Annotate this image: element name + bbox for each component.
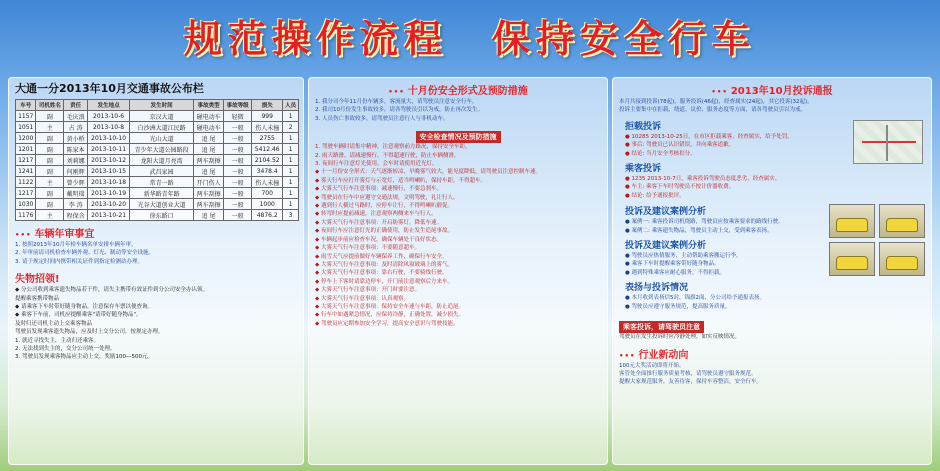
table-cell: 1: [283, 188, 299, 199]
sub3-heading: 投诉及建议案例分析: [625, 207, 707, 218]
table-cell: 3478.4: [252, 166, 283, 177]
table-cell: 1: [283, 199, 299, 210]
table-row: [16, 210, 299, 221]
table-cell: 副: [36, 188, 64, 199]
table-cell: 1122: [16, 177, 36, 188]
column-header: 损失: [252, 100, 283, 111]
table-cell: 2013-10-12: [87, 155, 129, 166]
sub5-lines: [625, 295, 819, 311]
table-row: [16, 111, 299, 122]
text-line: ◆ 大雾天气行车注意事项：开门时要注意。: [315, 287, 420, 294]
table-row: [16, 155, 299, 166]
text-line: ● 1235 2013-10-7日，乘客投诉驾驶员态度恶劣，经查属实。: [625, 176, 781, 183]
table-cell: 2013-10-10: [87, 133, 129, 144]
text-line: ◆ 停车上下客时请靠边停车，开门前注意观察后方来车。: [315, 278, 453, 285]
table-cell: 开门伤人: [194, 177, 224, 188]
table-cell: 占 涛: [64, 122, 88, 133]
table-cell: 光山大道: [130, 133, 194, 144]
text-line: 2. 无法找到失主的，交分公司统一处理。: [15, 346, 116, 353]
table-cell: 副: [36, 155, 64, 166]
text-line: 2. 雨天路滑，请减速慢行，不得超速行驶，防止车辆侧滑。: [315, 152, 460, 159]
table-cell: 副: [36, 144, 64, 155]
table-cell: 2013-10-21: [87, 210, 129, 221]
table-cell: 两车刮擦: [194, 188, 224, 199]
map-image: [853, 120, 923, 164]
safety-intro: [315, 99, 601, 123]
table-cell: 1217: [16, 188, 36, 199]
table-cell: 4876.2: [252, 210, 283, 221]
text-line: 投诉主要集中在拒载、绕道、议价、服务态度等方面，请各驾驶员引以为戒。: [619, 107, 807, 114]
table-cell: 戴明瑞: [64, 188, 88, 199]
text-line: 驾驶员发现乘客遗失物品，应及时上交分公司，按规定办理。: [15, 329, 164, 336]
safety-subheading: 安全检查情况及预防措施: [416, 131, 501, 143]
table-cell: 2755: [252, 133, 283, 144]
text-line: ◆ 行车中如遇紧急情况，应保持冷静，正确处置，减少损失。: [315, 312, 464, 319]
table-cell: 1217: [16, 155, 36, 166]
table-cell: 1: [283, 111, 299, 122]
text-line: 客管处全面推行服务质量考核，请驾驶员遵守服务规范。: [619, 370, 757, 377]
text-line: ◆ 雨雪天气应提前做好车辆保养工作，确保行车安全。: [315, 253, 448, 260]
dots-icon: •••: [711, 88, 728, 96]
text-line: ◆ 驾驶员在行车中应遵守交通法规，文明驾驶，礼让行人。: [315, 194, 459, 201]
table-cell: 一般: [224, 133, 252, 144]
table-cell: 龙阳大道月亮湾: [130, 155, 194, 166]
lost-lines: [15, 287, 297, 362]
column-header: 人员: [283, 100, 299, 111]
table-cell: 一般: [224, 210, 252, 221]
text-line: ● 结论: 当月安全考核扣分。: [625, 150, 696, 157]
table-cell: 碰电动车: [194, 111, 224, 122]
text-line: ◆ 大雾天气行车注意事项：不要随意超车。: [315, 245, 420, 252]
text-line: ● 本月收到表扬信5封，锦旗2面，分公司给予通报表扬。: [625, 295, 766, 302]
table-cell: 碰电动车: [194, 122, 224, 133]
table-cell: 1: [283, 133, 299, 144]
text-line: ● 案例二: 乘客遗失物品，驾驶员主动上交，受到乘客表扬。: [625, 227, 773, 234]
banner-left-slogan: 规范操作流程: [183, 16, 448, 61]
table-cell: 2013-10-18: [87, 177, 129, 188]
table-cell: 追 尾: [194, 133, 224, 144]
complaint-heading: [619, 82, 925, 97]
column-header: 车号: [16, 100, 36, 111]
table-cell: 1030: [16, 199, 36, 210]
table-cell: 轻微: [224, 111, 252, 122]
table-cell: 李 涛: [64, 199, 88, 210]
sub4-heading: 投诉及建议案例分析: [625, 241, 707, 252]
table-cell: 青少年大道公园路段: [130, 144, 194, 155]
table-row: [16, 122, 299, 133]
table-cell: 黄小桥: [64, 133, 88, 144]
text-line: ◆ 夜间行车应注意灯光的正确使用，防止发生追尾事故。: [315, 228, 453, 235]
sub6-heading: 乘客投诉，请驾驶员注意: [619, 321, 704, 333]
text-line: ◆ 大雾天气行车注意事项：靠右行驶，不要骑线行驶。: [315, 270, 448, 277]
text-line: ◆ 大雾天气行车注意事项：及时清除风窗玻璃上的雾气。: [315, 261, 453, 268]
table-cell: 一般: [224, 144, 252, 155]
table-cell: 1: [283, 144, 299, 155]
table-row: [16, 177, 299, 188]
table-cell: 1157: [16, 111, 36, 122]
safety-heading-text: 十月份安全形式及预防措施: [407, 86, 528, 97]
check-lines: [15, 242, 297, 266]
column-header: 发生时间: [130, 100, 194, 111]
text-line: 3. 夜间行车注意灯光使用，会车时请使用近光灯。: [315, 161, 438, 168]
table-cell: 追 尾: [194, 166, 224, 177]
table-cell: 3: [283, 210, 299, 221]
banner-right-slogan: 保持安全行车: [492, 16, 757, 61]
text-line: ◆ 请乘客下车时带好随身物品，注意保存车票以便查询。: [15, 304, 153, 311]
sub6-lines: [619, 334, 925, 341]
table-cell: 副: [36, 166, 64, 177]
text-line: ◆ 驾驶员应定期参加安全学习，提高安全意识与驾驶技能。: [315, 320, 459, 327]
text-line: ◆ 大雾天气行车注意事项：保持安全车速与车距，防止追尾。: [315, 303, 464, 310]
text-line: 驾驶员在发生投诉时应冷静处理，如实反映情况。: [619, 334, 741, 341]
table-cell: 1051: [16, 122, 36, 133]
table-cell: 主: [36, 177, 64, 188]
table-cell: 2013-10-19: [87, 188, 129, 199]
text-line: ● 车主: 乘客下车时驾驶员不按计价器收费。: [625, 184, 735, 191]
table-cell: 武昌家园: [130, 166, 194, 177]
column-header: 司机姓名: [36, 100, 64, 111]
taxi-photo: [829, 242, 875, 276]
sub7-lines: [619, 363, 925, 387]
text-line: ● 事后: 驾驶员已认识错误，并向乘客道歉。: [625, 142, 735, 149]
text-line: 提醒大家规范服务，友善待客，保持车容整洁，安全行车。: [619, 379, 763, 386]
text-line: ◆ 分公司收到乘客遗失物品若干件，请失主携带有效证件到分公司安全办认领。: [15, 287, 208, 294]
column-header: 事故等级: [224, 100, 252, 111]
accident-panel: [8, 77, 304, 465]
table-cell: 副: [36, 199, 64, 210]
table-cell: 1: [283, 155, 299, 166]
table-cell: 2: [283, 122, 299, 133]
text-line: 1. 我分司今年11月份车辆多，客流量大，请驾驶员注意安全行车。: [315, 99, 478, 105]
lost-heading: [15, 270, 297, 285]
complaint-heading-text: 2013年10月投诉通报: [730, 86, 833, 97]
taxi-photo: [879, 242, 925, 276]
dots-icon: •••: [15, 231, 32, 239]
sub2-heading: 乘客投诉: [625, 164, 662, 175]
table-cell: 主: [36, 210, 64, 221]
complaint-intro: [619, 99, 925, 115]
table-cell: 白沙洲大道江民路: [130, 122, 194, 133]
table-cell: 曾少辉: [64, 177, 88, 188]
table-cell: 2013-10-8: [87, 122, 129, 133]
text-line: ● 驾驶员应遵守服务规范，提高服务质量。: [625, 303, 731, 310]
table-cell: 主: [36, 122, 64, 133]
table-cell: 1201: [16, 144, 36, 155]
text-line: 1. 按照2013年10月年检车辆名单安排车辆年审。: [15, 242, 137, 248]
accident-table-header: [16, 100, 299, 111]
table-cell: 2013-10-20: [87, 199, 129, 210]
sub2-lines: [625, 176, 843, 200]
table-cell: 2013-10-11: [87, 144, 129, 155]
text-line: ◆ 乘客下车前，司机应提醒乘客"请带好随身物品"。: [15, 312, 142, 319]
table-cell: 1000: [252, 199, 283, 210]
table-cell: 伤人未撞: [252, 177, 283, 188]
sub1-heading: 拒载投诉: [625, 121, 662, 132]
complaint-panel: [612, 77, 932, 465]
column-header: 事故类型: [194, 100, 224, 111]
text-line: ● 驾驶员应热情服务，主动帮助乘客搬运行李。: [625, 253, 742, 260]
table-cell: 1: [283, 166, 299, 177]
table-cell: 一般: [224, 166, 252, 177]
text-line: ● 乘客下车时提醒乘客带好随身物品。: [625, 261, 720, 268]
check-heading: [15, 225, 297, 240]
table-cell: 一般: [224, 199, 252, 210]
text-line: 2. 我司10月份发生事故较多，请各驾驶员引以为戒，防止再次发生。: [315, 107, 483, 114]
text-line: ◆ 转弯时应提前减速，注意观察两侧来车与行人。: [315, 211, 437, 218]
table-cell: 5412.46: [252, 144, 283, 155]
lost-heading-text: 失物招领!: [15, 274, 60, 286]
accident-table: [15, 99, 299, 221]
text-line: 2. 年审前请司机检查车辆外观、灯光、制动等安全设施。: [15, 250, 154, 257]
text-line: 本月共接到投诉(78起)，服务投诉(46起)，经查属实(24起)，其它投诉(32起)。: [619, 99, 813, 105]
table-cell: 2013-10-6: [87, 111, 129, 122]
table-cell: 毛庆浪: [64, 111, 88, 122]
table-cell: 程保含: [64, 210, 88, 221]
table-cell: 两车刮擦: [194, 155, 224, 166]
table-cell: 700: [252, 188, 283, 199]
table-row: [16, 188, 299, 199]
dots-icon: •••: [619, 351, 636, 360]
table-cell: 追 尾: [194, 144, 224, 155]
table-cell: 副: [36, 111, 64, 122]
safety-panel: [308, 77, 608, 465]
sub7-heading-text: 行业新动向: [638, 349, 689, 361]
table-cell: 999: [252, 111, 283, 122]
table-cell: 新华路青年路: [130, 188, 194, 199]
table-cell: 伤人未撞: [252, 122, 283, 133]
text-line: 3. 请于规定时间内携带相关证件到指定检测站办理。: [15, 258, 143, 265]
taxi-photo: [829, 204, 875, 238]
table-cell: 两车刮擦: [194, 199, 224, 210]
table-cell: 1176: [16, 210, 36, 221]
text-line: ◆ 大雾天气行车注意事项：认真观察。: [315, 295, 409, 302]
table-cell: 刘莉娜: [64, 155, 88, 166]
table-row: [16, 144, 299, 155]
table-cell: 1200: [16, 133, 36, 144]
table-cell: 徐东路口: [130, 210, 194, 221]
table-cell: 陈家本: [64, 144, 88, 155]
sub3-lines: [625, 219, 819, 235]
table-cell: 一般: [224, 188, 252, 199]
column-header: 发生地点: [87, 100, 129, 111]
table-cell: 光谷大道创业大道: [130, 199, 194, 210]
text-line: ◆ 车辆起步前应检查车况，确保车辆处于良好状态。: [315, 236, 442, 243]
text-line: ◆ 雾天行车应打开雾灯与示宽灯，适当鸣喇叭，保持车距，不得超车。: [315, 177, 486, 184]
text-line: 及时归还司机主动上交乘客物品: [15, 320, 93, 327]
text-line: 提醒乘客携带物品: [15, 295, 60, 302]
text-line: ◆ 遇到行人横过马路时，应停车让行，不得鸣喇叭催促。: [315, 203, 453, 210]
text-line: ● 结论: 给予通报批评。: [625, 192, 685, 199]
text-line: ● 10285 2013-10-25日，在市区拒载乘客，经查属实，给予处罚。: [625, 133, 793, 140]
table-row: [16, 133, 299, 144]
text-line: ◆ 大雾天气行车注意事项：减速慢行，不要急刹车。: [315, 186, 442, 193]
table-cell: 2104.52: [252, 155, 283, 166]
text-line: 3. 驾驶员发现乘客物品应主动上交，奖励100—500元。: [15, 354, 153, 361]
table-cell: 一般: [224, 122, 252, 133]
table-cell: 一般: [224, 177, 252, 188]
text-line: 1. 驾驶车辆时请集中精神，注意观察前方路况，保持安全车距。: [315, 144, 471, 151]
table-cell: 2013-10-15: [87, 166, 129, 177]
dots-icon: •••: [388, 88, 405, 96]
table-row: [16, 199, 299, 210]
text-line: ● 遇到特殊乘客应耐心服务，不得拒载。: [625, 269, 726, 276]
accident-table-title: 大通一分2013年10月交通事故公布栏: [15, 82, 204, 95]
text-line: ◆ 十一月份安全形式：天气逐渐转凉，早晚雾气较大，能见度降低，请驾驶员注意控制车速。: [315, 169, 541, 176]
table-cell: 1241: [16, 166, 36, 177]
sub1-lines: [625, 134, 843, 158]
column-header: 责任: [64, 100, 88, 111]
sub4-lines: [625, 253, 819, 277]
text-line: 3. 人员伤亡事故较多，请驾驶员注意行人与非机动车。: [315, 115, 449, 122]
table-cell: 副: [36, 133, 64, 144]
text-line: 100元大奖活动即将开始。: [619, 362, 685, 369]
table-cell: 一般: [224, 155, 252, 166]
taxi-photo: [879, 204, 925, 238]
table-cell: 何刚辉: [64, 166, 88, 177]
table-row: [16, 166, 299, 177]
text-line: ◆ 大雾天气行车注意事项：开启防雾灯，降低车速。: [315, 219, 442, 226]
accident-table-body: [16, 111, 299, 221]
table-cell: 1: [283, 177, 299, 188]
check-heading-text: 车辆年审事宜: [34, 229, 95, 240]
sub5-heading: 表扬与投诉情况: [625, 283, 689, 294]
text-line: ● 案例一: 乘客投诉司机绕路，驾驶员应按乘客要求的路线行驶。: [625, 219, 784, 226]
table-cell: 常青一路: [130, 177, 194, 188]
safety-heading: [315, 82, 601, 97]
text-line: 1. 就近寻找失主，主动归还乘客。: [15, 337, 99, 344]
sub7-heading: [619, 346, 925, 361]
table-cell: 追 尾: [194, 210, 224, 221]
table-cell: 京汉大道: [130, 111, 194, 122]
banner: [0, 0, 940, 70]
safety-body: [315, 144, 601, 328]
